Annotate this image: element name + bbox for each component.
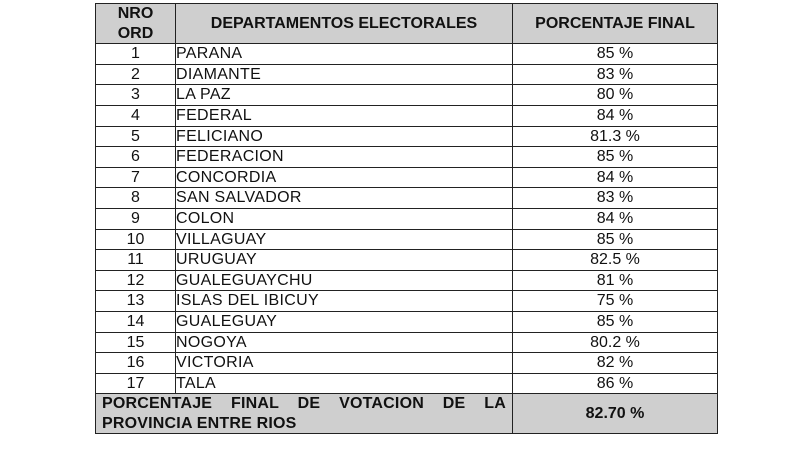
row-porcentaje: 83 % — [513, 64, 718, 85]
table-row — [96, 167, 718, 188]
footer-row — [96, 394, 718, 434]
row-departamento: ISLAS DEL IBICUY — [176, 291, 513, 312]
row-nro: 12 — [96, 270, 176, 291]
row-nro: 9 — [96, 208, 176, 229]
electoral-departments-table — [95, 3, 718, 434]
row-porcentaje: 83 % — [513, 188, 718, 209]
table-row — [96, 44, 718, 65]
row-departamento: SAN SALVADOR — [176, 188, 513, 209]
table-row — [96, 332, 718, 353]
table-footer — [96, 394, 718, 434]
row-nro: 14 — [96, 311, 176, 332]
header-porcentaje: PORCENTAJE FINAL — [513, 4, 718, 44]
row-nro: 13 — [96, 291, 176, 312]
row-porcentaje: 82.5 % — [513, 250, 718, 271]
table-row — [96, 373, 718, 394]
row-departamento: FEDERAL — [176, 105, 513, 126]
table-row — [96, 126, 718, 147]
row-departamento: URUGUAY — [176, 250, 513, 271]
row-porcentaje: 81 % — [513, 270, 718, 291]
row-departamento: FEDERACION — [176, 147, 513, 168]
table-row — [96, 105, 718, 126]
row-departamento: NOGOYA — [176, 332, 513, 353]
row-departamento: VICTORIA — [176, 353, 513, 374]
row-porcentaje: 84 % — [513, 208, 718, 229]
row-nro: 3 — [96, 85, 176, 106]
row-nro: 11 — [96, 250, 176, 271]
row-porcentaje: 81.3 % — [513, 126, 718, 147]
table-row — [96, 64, 718, 85]
row-departamento: LA PAZ — [176, 85, 513, 106]
table-row — [96, 270, 718, 291]
row-departamento: TALA — [176, 373, 513, 394]
table-row — [96, 291, 718, 312]
row-nro: 10 — [96, 229, 176, 250]
row-departamento: GUALEGUAY — [176, 311, 513, 332]
row-nro: 1 — [96, 44, 176, 65]
row-porcentaje: 85 % — [513, 147, 718, 168]
table-body — [96, 44, 718, 394]
header-row — [96, 4, 718, 44]
footer-value: 82.70 % — [513, 394, 718, 434]
header-departamentos: DEPARTAMENTOS ELECTORALES — [176, 4, 513, 44]
table-row — [96, 353, 718, 374]
row-departamento: DIAMANTE — [176, 64, 513, 85]
row-porcentaje: 85 % — [513, 229, 718, 250]
row-porcentaje: 85 % — [513, 311, 718, 332]
row-departamento: COLON — [176, 208, 513, 229]
row-porcentaje: 82 % — [513, 353, 718, 374]
row-porcentaje: 80 % — [513, 85, 718, 106]
table-header — [96, 4, 718, 44]
row-nro: 6 — [96, 147, 176, 168]
row-nro: 4 — [96, 105, 176, 126]
row-nro: 16 — [96, 353, 176, 374]
table-row — [96, 208, 718, 229]
row-nro: 8 — [96, 188, 176, 209]
row-nro: 2 — [96, 64, 176, 85]
row-nro: 5 — [96, 126, 176, 147]
row-porcentaje: 80.2 % — [513, 332, 718, 353]
row-porcentaje: 84 % — [513, 167, 718, 188]
row-departamento: CONCORDIA — [176, 167, 513, 188]
table-row — [96, 250, 718, 271]
row-departamento: GUALEGUAYCHU — [176, 270, 513, 291]
row-departamento: PARANA — [176, 44, 513, 65]
row-departamento: VILLAGUAY — [176, 229, 513, 250]
footer-label: PORCENTAJE FINAL DE VOTACION DE LA PROVINCIA ENTRE RIOS — [96, 394, 513, 434]
row-porcentaje: 75 % — [513, 291, 718, 312]
table-row — [96, 229, 718, 250]
table-row — [96, 85, 718, 106]
table-row — [96, 188, 718, 209]
row-porcentaje: 86 % — [513, 373, 718, 394]
table-row — [96, 311, 718, 332]
header-nro-ord: NRO ORD — [96, 4, 176, 44]
row-porcentaje: 85 % — [513, 44, 718, 65]
row-nro: 15 — [96, 332, 176, 353]
table-row — [96, 147, 718, 168]
row-departamento: FELICIANO — [176, 126, 513, 147]
row-porcentaje: 84 % — [513, 105, 718, 126]
row-nro: 17 — [96, 373, 176, 394]
row-nro: 7 — [96, 167, 176, 188]
